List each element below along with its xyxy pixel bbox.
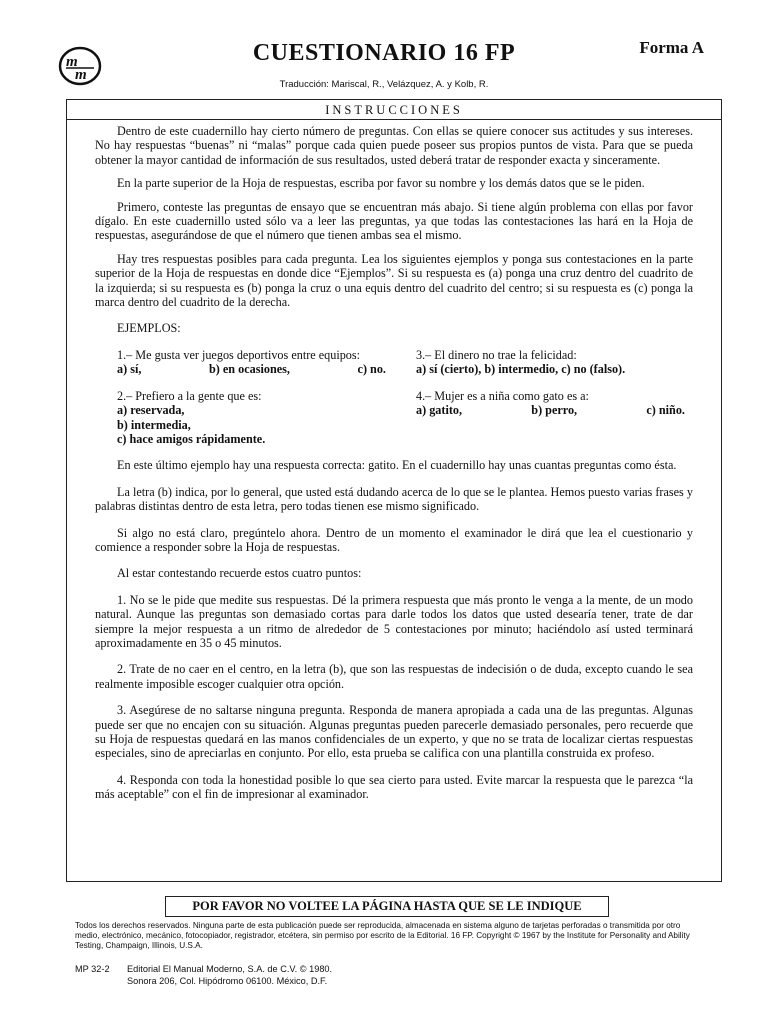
instructions-heading: INSTRUCCIONES (325, 103, 463, 117)
publisher-line (75, 964, 332, 976)
example-1 (117, 348, 390, 377)
explanation-paragraph-3: Si algo no está claro, pregúntelo ahora. Dentro de un momento el examinador le dirá que lea el cuestionario y comience a responder sobre la Hoja de respuestas. (95, 525, 693, 554)
svg-text:m: m (75, 67, 87, 83)
instructions-box (66, 99, 722, 882)
explanation-paragraph-4: Al estar contestando recuerde estos cuatro puntos: (117, 566, 362, 581)
explanation-paragraph-1: En este último ejemplo hay una respuesta correcta: gatito. En el cuadernillo hay unas cuantas preguntas como ésta. (117, 458, 677, 473)
publisher-address: Sonora 206, Col. Hipódromo 06100. México, D.F. (127, 975, 328, 986)
example-2 (117, 389, 390, 447)
example-3 (416, 348, 689, 377)
translation-credit: Traducción: Mariscal, R., Velázquez, A. y Kolb, R. (279, 79, 489, 90)
option-a: a) reservada, (117, 403, 185, 418)
intro-paragraph-2: En la parte superior de la Hoja de respuestas, escriba por favor su nombre y los demás datos que se le piden. (117, 176, 645, 191)
option-c: c) hace amigos rápidamente. (117, 431, 266, 446)
example-question: 3.– El dinero no trae la felicidad: (416, 347, 577, 362)
option-a: a) sí, (117, 362, 142, 377)
publisher-name: Editorial El Manual Moderno, S.A. de C.V. © 1980. (127, 964, 333, 974)
option-c: c) no. (357, 362, 386, 377)
option-a: a) gatito, (416, 403, 463, 418)
examples-grid (117, 348, 689, 458)
heading-divider (67, 119, 721, 120)
option-c: c) niño. (646, 403, 685, 418)
copyright-notice: Todos los derechos reservados. Ninguna parte de esta publicación puede ser reproducida, almacenada en sistema alguno de tarjetas perforadas o transmitida por otro medio, electrónico, mecánico, fotocopiador, registrador, etcétera, sin permiso por escrito de la Editorial. 16 FP. Copyright © 1967 by the Institute for Personality and Ability Testing, Champaign, Illinois, U.S.A. (75, 921, 690, 950)
option-b: b) en ocasiones, (209, 362, 290, 377)
intro-paragraph-3: Primero, conteste las preguntas de ensayo que se encuentran más abajo. Si tiene algún problema con ellas por favor dígalo. En este cuadernillo usted sólo va a leer las preguntas, ya que todas las contestaciones las hará en la Hoja de respuestas, asegurándose de que el número que tienen ambas sea el mismo. (95, 199, 693, 243)
example-question: 1.– Me gusta ver juegos deportivos entre equipos: (117, 347, 361, 362)
product-code: MP 32-2 (75, 964, 110, 974)
point-2: 2. Trate de no caer en el centro, en la letra (b), que son las respuestas de indecisión o de duda, excepto cuando le sea realmente imposible escoger cualquier otra opción. (95, 662, 693, 691)
publisher-footer (75, 964, 332, 987)
examples-left-column (117, 348, 390, 458)
point-4: 4. Responda con toda la honestidad posible lo que sea cierto para usted. Evite marcar la respuesta que le parezca “la más aceptable” con el fin de impresionar al examinador. (95, 772, 693, 802)
point-1: 1. No se le pide que medite sus respuestas. Dé la primera respuesta que más pronto le venga a la mente, de un modo natural. Aunque las preguntas son demasiado cortas para darle todos los datos que usted desearía tener, trate de dar siempre la mejor respuesta a un ritmo de alrededor de 5 contestaciones por minuto; haciéndolo así usted terminará aproximadamente en 35 o 45 minutos. (95, 592, 693, 650)
form-label: Forma A (639, 38, 704, 57)
option-b: b) intermedia, (117, 417, 191, 432)
explanation-paragraph-2: La letra (b) indica, por lo general, que usted está dudando acerca de lo que se le plantea. Hemos puesto varias frases y palabras distintas dentro de esta letra, pero todas tienen ese mismo significado. (95, 484, 693, 514)
do-not-turn-banner: POR FAVOR NO VOLTEE LA PÁGINA HASTA QUE SE LE INDIQUE (165, 896, 609, 917)
intro-paragraph-1: Dentro de este cuadernillo hay cierto número de preguntas. Con ellas se quiere conocer sus actitudes y sus intereses. No hay respuestas “buenas” ni “malas” porque cada quien puede poseer sus propios puntos de vista. Para que se pueda obtener la mayor cantidad de información de sus resultados, usted deberá tratar de responder exacta y sinceramente. (95, 124, 693, 167)
example-question: 2.– Prefiero a la gente que es: (117, 388, 262, 403)
examples-title: EJEMPLOS: (117, 321, 181, 336)
page-title: CUESTIONARIO 16 FP (252, 40, 516, 66)
example-options (117, 362, 390, 376)
example-options (416, 403, 689, 417)
examples-right-column (416, 348, 689, 458)
intro-paragraph-4: Hay tres respuestas posibles para cada pregunta. Lea los siguientes ejemplos y ponga sus contestaciones en la parte superior de la Hoja de respuestas en donde dice “Ejemplos”. Si su respuesta es (a) ponga una cruz dentro del cuadrito de la izquierda; si su respuesta es (b) ponga la cruz o una equis dentro del cuadrito del centro; si su respuesta es (c) ponga la marca dentro del cuadrito de la derecha. (95, 251, 693, 310)
example-options: a) sí (cierto), b) intermedio, c) no (falso). (416, 362, 626, 377)
svg-text:m: m (66, 54, 78, 70)
example-question: 4.– Mujer es a niña como gato es a: (416, 388, 589, 403)
example-4 (416, 389, 689, 418)
option-b: b) perro, (531, 403, 578, 418)
point-3: 3. Asegúrese de no saltarse ninguna pregunta. Responda de manera apropiada a cada una de las preguntas. Algunas puede ser que no encajen con su situación. Algunas preguntas pueden parecerle demasiado personales, pero recuerde que su Hoja de respuestas quedará en las manos confidenciales de un experto, y que no se trata de localizar ciertas respuestas especiales, sino de apreciarlas en conjunto. Por ello, esta prueba se califica con una plantilla construida ex profeso. (95, 703, 693, 761)
